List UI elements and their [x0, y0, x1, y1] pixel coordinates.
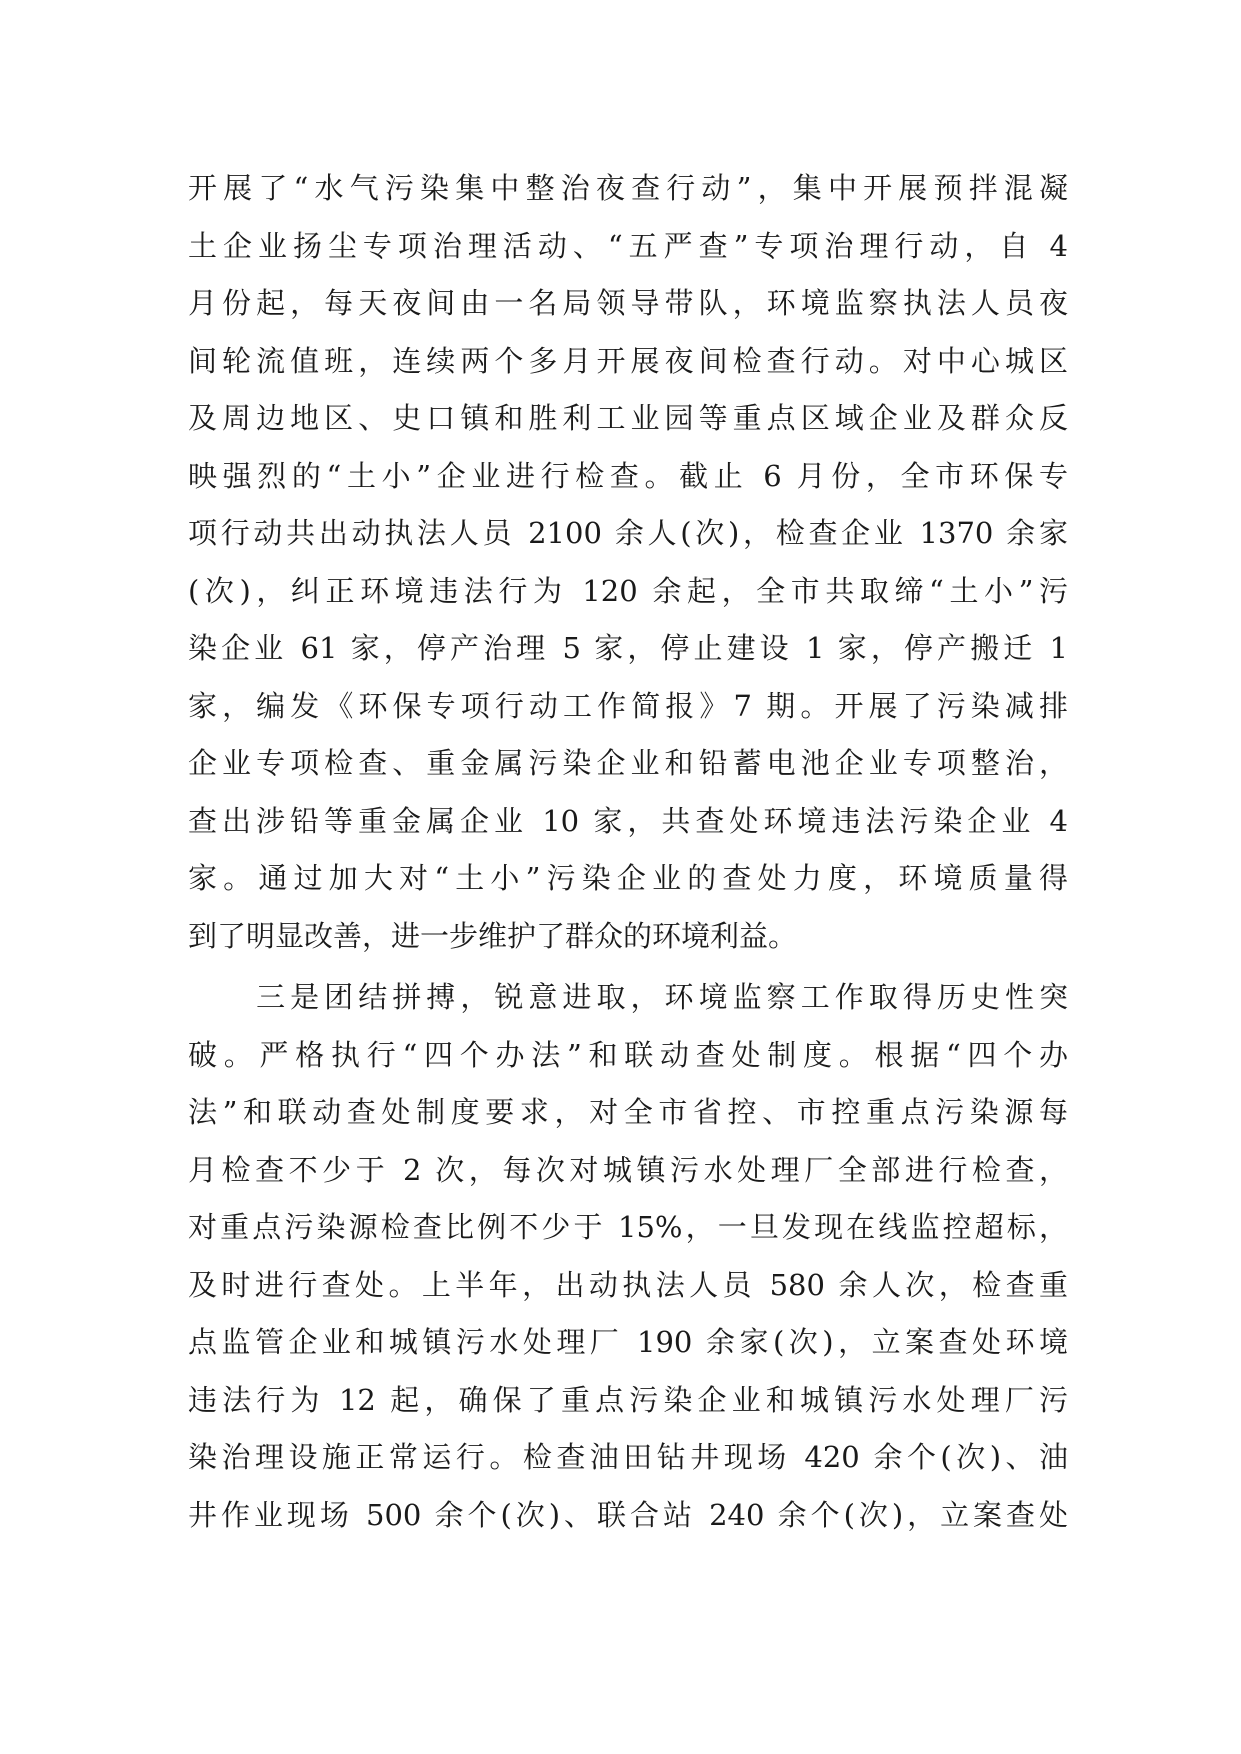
text-line: 对重点污染源检查比例不少于 15%，一旦发现在线监控超标，: [188, 1210, 1068, 1244]
text-line: 家，编发《环保专项行动工作简报》7 期。开展了污染减排: [188, 688, 1068, 723]
text-line: 违法行为 12 起，确保了重点污染企业和城镇污水处理厂污: [188, 1382, 1068, 1417]
text-line: (次)，纠正环境违法行为 120 余起，全市共取缔“土小”污: [188, 573, 1068, 608]
text-line: 查出涉铅等重金属企业 10 家，共查处环境违法污染企业 4: [188, 803, 1068, 838]
text-line: 项行动共出动执法人员 2100 余人(次)，检查企业 1370 余家: [188, 516, 1068, 550]
text-line: 染企业 61 家，停产治理 5 家，停止建设 1 家，停产搬迁 1: [188, 631, 1068, 665]
text-line: 企业专项检查、重金属污染企业和铅蓄电池企业专项整治，: [188, 746, 1068, 780]
text-line: 土企业扬尘专项治理活动、“五严查”专项治理行动，自 4: [188, 228, 1068, 263]
text-line: 月检查不少于 2 次，每次对城镇污水处理厂全部进行检查，: [188, 1152, 1068, 1187]
text-line: 及周边地区、史口镇和胜利工业园等重点区域企业及群众反: [188, 401, 1068, 435]
text-line: 开展了“水气污染集中整治夜查行动”，集中开展预拌混凝: [188, 171, 1068, 205]
text-line: 点监管企业和城镇污水处理厂 190 余家(次)，立案查处环境: [188, 1325, 1068, 1359]
text-line: 家。通过加大对“土小”污染企业的查处力度，环境质量得: [188, 861, 1068, 895]
paragraph-1: [188, 160, 1068, 965]
paragraph-2: [188, 969, 1068, 1544]
text-line: 间轮流值班，连续两个多月开展夜间检查行动。对中心城区: [188, 343, 1068, 378]
body-text: [188, 160, 1068, 1544]
text-line: 到了明显改善，进一步维护了群众的环境利益。: [188, 918, 798, 953]
text-line: 井作业现场 500 余个(次)、联合站 240 余个(次)，立案查处: [188, 1497, 1068, 1532]
text-line: 染治理设施正常运行。检查油田钻井现场 420 余个(次)、油: [188, 1440, 1068, 1474]
text-line: 破。严格执行“四个办法”和联动查处制度。根据“四个办: [188, 1037, 1068, 1072]
text-line: 法”和联动查处制度要求，对全市省控、市控重点污染源每: [188, 1095, 1068, 1129]
text-line: 三是团结拼搏，锐意进取，环境监察工作取得历史性突: [188, 980, 1068, 1014]
text-line: 及时进行查处。上半年，出动执法人员 580 余人次，检查重: [188, 1267, 1068, 1302]
text-line: 月份起，每天夜间由一名局领导带队，环境监察执法人员夜: [188, 286, 1068, 320]
text-line: 映强烈的“土小”企业进行检查。截止 6 月份，全市环保专: [188, 458, 1068, 493]
